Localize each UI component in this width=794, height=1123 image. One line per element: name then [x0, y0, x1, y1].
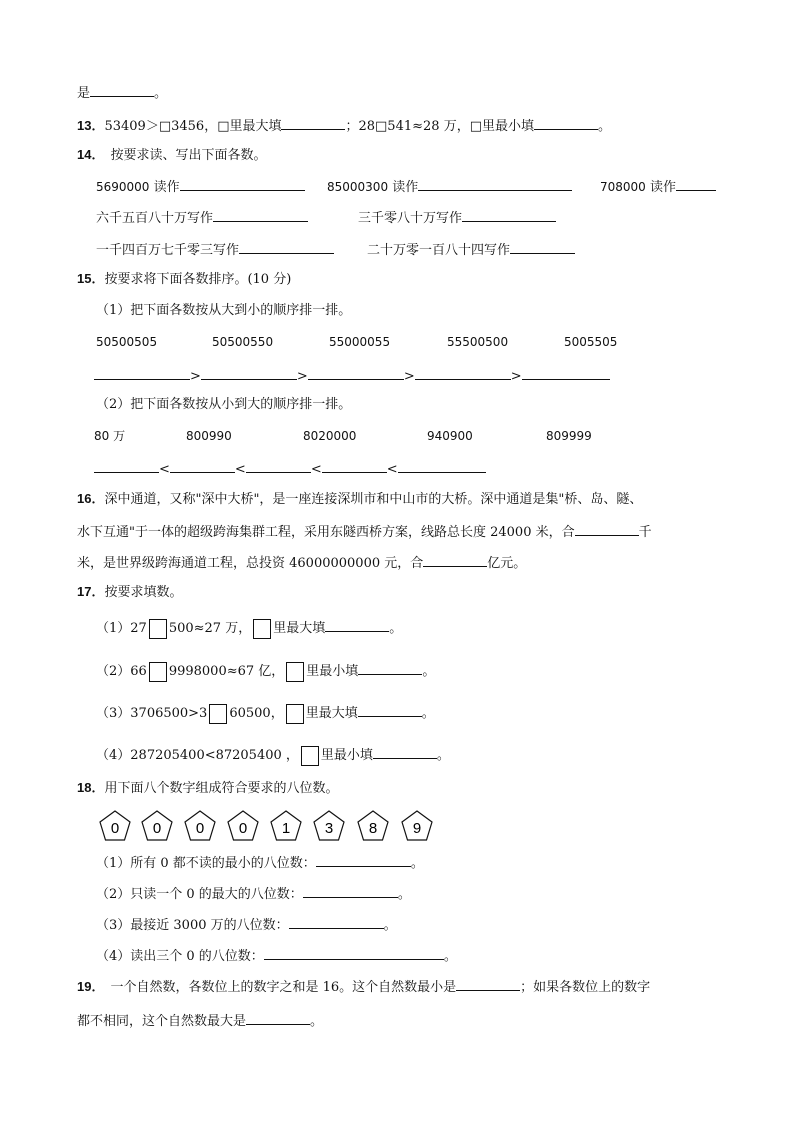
answer-blank[interactable]	[264, 945, 444, 960]
answer-blank[interactable]	[213, 207, 308, 222]
digit-box	[286, 662, 304, 682]
question-17-title: 17．按要求填数。	[77, 584, 183, 600]
q17-item: （3）3706500>3 60500， 里最大填 。	[96, 702, 435, 724]
q14-read-row: 708000 读作	[600, 176, 716, 197]
q15-number: 50500550	[212, 335, 274, 349]
answer-blank[interactable]	[289, 914, 384, 929]
q15-number: 55500500	[447, 335, 509, 349]
q15-number: 800990	[186, 429, 232, 443]
digit-box[interactable]	[149, 619, 167, 639]
digit-box	[286, 704, 304, 724]
question-number: 18．	[77, 780, 105, 795]
answer-blank[interactable]	[358, 660, 422, 675]
q15-number: 5005505	[564, 335, 618, 349]
answer-blank[interactable]	[358, 702, 422, 717]
answer-blank[interactable]	[316, 852, 411, 867]
svg-text:3: 3	[324, 820, 334, 837]
question-16-line-1: 16．深中通道，又称"深中大桥"，是一座连接深圳市和中山市的大桥。深中通道是集"桥、岛、隧、	[77, 491, 643, 507]
question-number: 19．	[77, 979, 105, 994]
q15-number: 8020000	[303, 429, 357, 443]
answer-blank[interactable]	[281, 115, 345, 130]
q14-read-row: 5690000 读作	[96, 176, 305, 197]
digit-card	[183, 809, 217, 843]
answer-blank[interactable]	[575, 521, 639, 536]
q14-write-row: 三千零八十万写作	[358, 207, 556, 228]
answer-blank[interactable]	[418, 176, 572, 191]
q15-number: 55000055	[329, 335, 391, 349]
svg-text:0: 0	[110, 820, 120, 837]
question-15-title: 15．按要求将下面各数排序。(10 分)	[77, 271, 292, 287]
answer-blank[interactable]	[308, 365, 404, 380]
digit-card	[140, 809, 174, 843]
answer-blank[interactable]	[415, 365, 511, 380]
q15-number: 809999	[546, 429, 592, 443]
digit-card	[356, 809, 390, 843]
q14-write-row: 六千五百八十万写作	[96, 207, 308, 228]
q18-item: （4）读出三个 0 的八位数： 。	[96, 945, 457, 966]
question-19-line-1: 19． 一个自然数，各数位上的数字之和是 16。这个自然数最小是 ；如果各数位上的数字	[77, 976, 650, 997]
q15-order-line-2: < < < <	[94, 458, 486, 479]
svg-text:0: 0	[238, 820, 248, 837]
q12-tail: 是 。	[77, 82, 167, 103]
answer-blank[interactable]	[180, 176, 305, 191]
digit-card	[312, 809, 346, 843]
digit-card	[400, 809, 434, 843]
q15-number: 940900	[427, 429, 473, 443]
digit-card	[98, 809, 132, 843]
question-number: 17．	[77, 584, 105, 599]
q15-sub-1: （1）把下面各数按从大到小的顺序排一排。	[96, 303, 352, 318]
q15-number: 80 万	[94, 429, 126, 443]
answer-blank[interactable]	[373, 744, 437, 759]
question-19-line-2: 都不相同，这个自然数最大是 。	[77, 1010, 323, 1031]
answer-blank[interactable]	[398, 458, 486, 473]
q15-sub-2: （2）把下面各数按从小到大的顺序排一排。	[96, 397, 352, 412]
answer-blank[interactable]	[94, 458, 159, 473]
q15-order-line-1: > > > >	[94, 365, 610, 386]
answer-blank[interactable]	[94, 365, 190, 380]
answer-blank[interactable]	[201, 365, 297, 380]
digit-box[interactable]	[209, 704, 227, 724]
q18-item: （1）所有 0 都不读的最小的八位数： 。	[96, 852, 424, 873]
svg-text:1: 1	[281, 820, 291, 837]
svg-text:0: 0	[152, 820, 162, 837]
answer-blank[interactable]	[676, 176, 716, 191]
svg-text:9: 9	[412, 820, 422, 837]
answer-blank[interactable]	[322, 458, 387, 473]
answer-blank[interactable]	[90, 82, 154, 97]
question-number: 15．	[77, 271, 105, 286]
answer-blank[interactable]	[303, 883, 398, 898]
answer-blank[interactable]	[246, 1010, 310, 1025]
answer-blank[interactable]	[510, 239, 575, 254]
svg-text:8: 8	[368, 820, 378, 837]
q17-item: （4）287205400<87205400 ， 里最小填 。	[96, 744, 450, 766]
question-number: 13．	[77, 118, 105, 133]
q14-write-row: 一千四百万七千零三写作	[96, 239, 334, 260]
digit-card	[226, 809, 260, 843]
question-13: 13．53409＞□3456，□里最大填 ；28□541≈28 万，□里最小填 。	[77, 115, 611, 136]
svg-text:0: 0	[195, 820, 205, 837]
answer-blank[interactable]	[534, 115, 598, 130]
question-number: 14．	[77, 147, 105, 162]
answer-blank[interactable]	[325, 617, 389, 632]
q18-item: （2）只读一个 0 的最大的八位数： 。	[96, 883, 411, 904]
question-18-title: 18．用下面八个数字组成符合要求的八位数。	[77, 780, 339, 796]
q17-item: （2）66 9998000≈67 亿， 里最小填 。	[96, 660, 435, 682]
q15-number: 50500505	[96, 335, 158, 349]
answer-blank[interactable]	[522, 365, 610, 380]
question-16-line-2: 水下互通"于一体的超级跨海集群工程，采用东隧西桥方案，线路总长度 24000 米，合 千	[77, 521, 652, 542]
question-14-title: 14． 按要求读、写出下面各数。	[77, 147, 267, 163]
q14-read-row: 85000300 读作	[327, 176, 572, 197]
digit-card	[269, 809, 303, 843]
q17-item: （1）27 500≈27 万， 里最大填 。	[96, 617, 402, 639]
digit-box	[301, 746, 319, 766]
answer-blank[interactable]	[462, 207, 556, 222]
q18-item: （3）最接近 3000 万的八位数： 。	[96, 914, 397, 935]
question-number: 16．	[77, 491, 105, 506]
answer-blank[interactable]	[239, 239, 334, 254]
digit-box	[253, 619, 271, 639]
answer-blank[interactable]	[423, 552, 487, 567]
answer-blank[interactable]	[456, 976, 520, 991]
answer-blank[interactable]	[246, 458, 311, 473]
digit-box[interactable]	[149, 662, 167, 682]
q14-write-row: 二十万零一百八十四写作	[367, 239, 575, 260]
answer-blank[interactable]	[170, 458, 235, 473]
question-16-line-3: 米，是世界级跨海通道工程，总投资 46000000000 元，合 亿元。	[77, 552, 526, 573]
